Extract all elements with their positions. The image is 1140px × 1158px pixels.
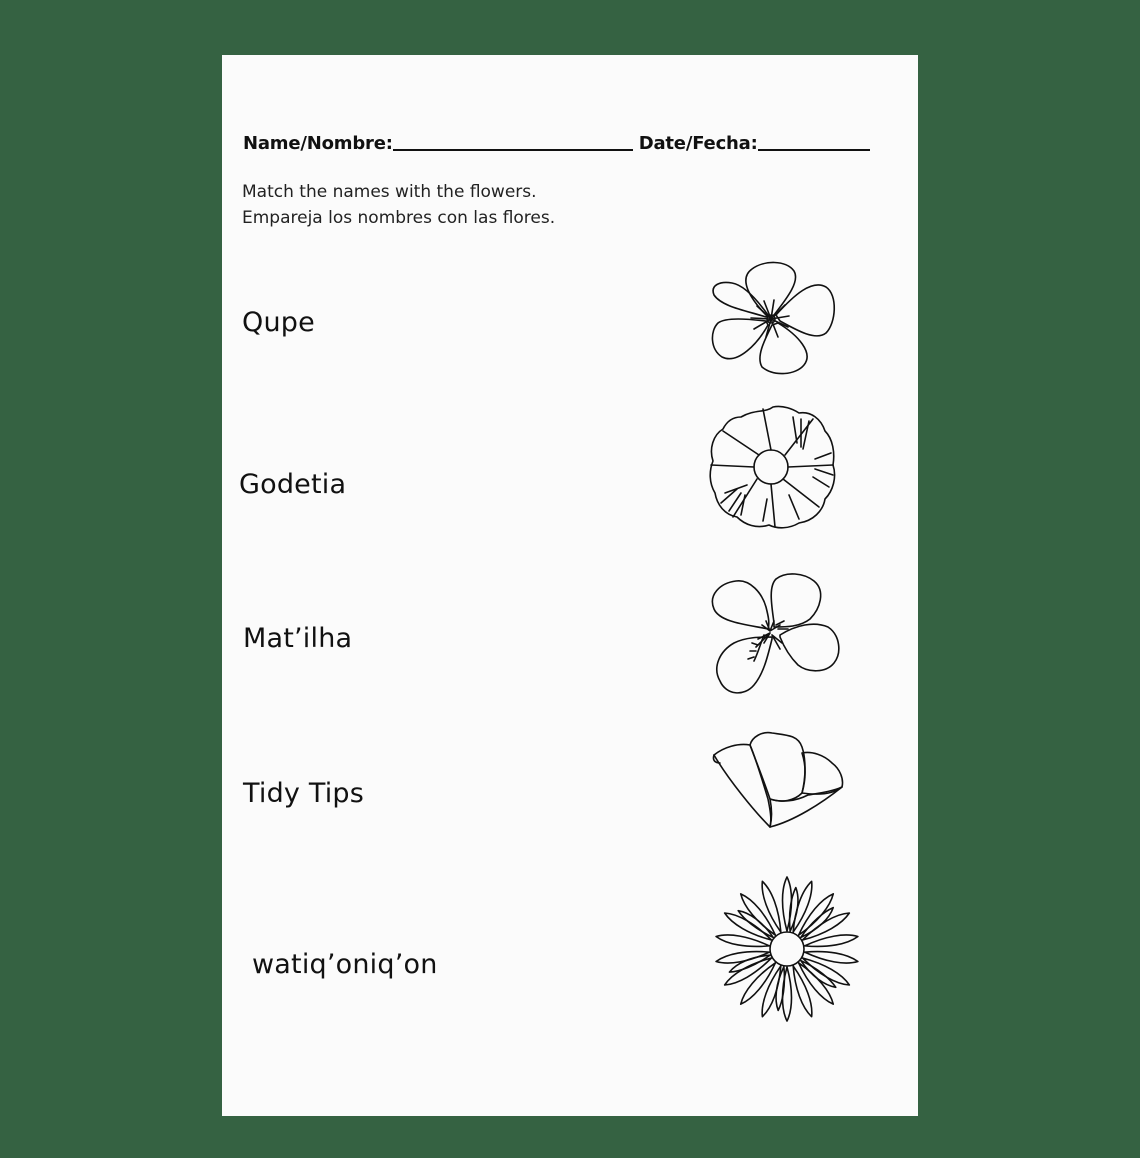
instructions-spanish: Empareja los nombres con las flores. (242, 208, 556, 228)
flower-center (770, 932, 804, 966)
instructions-english: Match the names with the flowers. (242, 182, 537, 202)
petal (771, 574, 820, 627)
outer-petals (710, 406, 834, 527)
petal (746, 262, 796, 317)
name-blank-line (393, 131, 633, 151)
flower-illustration-5 (712, 873, 862, 1025)
flower-name-qupe: Qupe (242, 307, 315, 338)
name-label: Name/Nombre: (243, 133, 393, 154)
petal (712, 581, 768, 629)
flower-illustration-1 (708, 261, 838, 377)
petal (717, 637, 772, 693)
petal (713, 283, 768, 318)
flower-name-matilha: Mat’ilha (243, 623, 353, 654)
flower-name-godetia: Godetia (239, 469, 347, 500)
flower-name-watiqoniqon: watiq’oniq’on (252, 949, 438, 980)
flower-illustration-2 (707, 403, 839, 531)
header-fields (243, 131, 870, 154)
petal (780, 624, 839, 671)
flower-illustration-4 (710, 729, 850, 835)
instructions (242, 179, 555, 231)
date-blank-line (758, 131, 870, 151)
worksheet-page (222, 55, 918, 1116)
right-petal (802, 752, 843, 794)
left-petal (714, 744, 771, 827)
middle-petal (750, 733, 805, 801)
flower-illustration-3 (710, 573, 842, 699)
stamens (751, 300, 789, 337)
flower-name-tidy-tips: Tidy Tips (243, 778, 365, 809)
date-label: Date/Fecha: (638, 133, 758, 154)
